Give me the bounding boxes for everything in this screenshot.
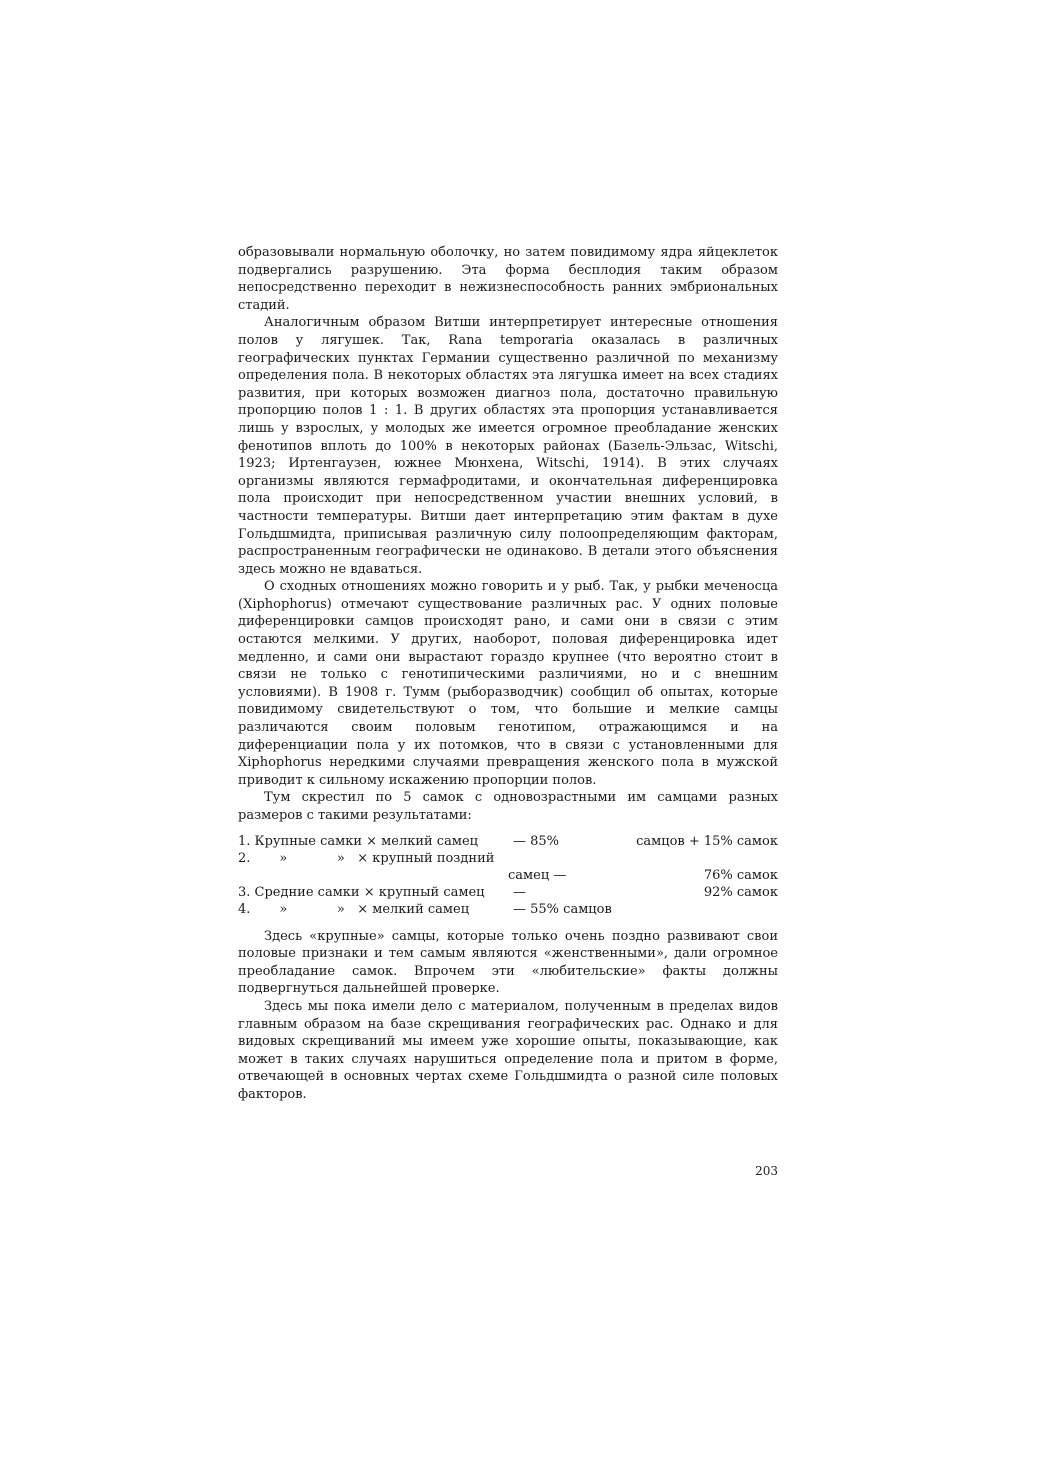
results-row [238,901,778,918]
results-row-label: 3. Средние самки × крупный самец [238,884,485,900]
paragraph: Тум скрестил по 5 самок с одновозрастными им самцами разных размеров с такими результатами: [238,790,778,823]
results-row-mid: — [513,884,526,900]
results-table [238,833,778,918]
paragraph: образовывали нормальную оболочку, но затем повидимому ядра яйцеклеток подвергались разрушению. Эта форма бесплодия таким образом непосредственно переходит в нежизнеспособность ранних эмбриональных стадий. [238,245,778,313]
results-row [238,850,778,867]
page-number: 203 [755,1164,778,1178]
results-row [238,867,778,884]
page-body [238,244,778,1104]
results-row-sub: самец — [508,867,567,883]
paragraph: Здесь «крупные» самцы, которые только очень поздно развивают свои половые признаки и тем самым являются «женственными», дали огромное преобладание самок. Впрочем эти «любительские» факты должны подвергнуться дальнейшей проверке. [238,928,778,997]
paragraph: Здесь мы пока имели дело с материалом, полученным в пределах видов главным образом на базе скрещивания географических рас. Однако и для видовых скрещиваний мы имеем уже хорошие опыты, показывающие, как может в таких случаях нарушиться определение пола и притом в форме, отвечающей в основных чертах схеме Гольдшмидта о разной силе половых факторов. [238,998,778,1102]
results-row-right: самцов + 15% самок [636,833,778,849]
results-row-mid: — 85% [513,833,560,849]
results-row [238,833,778,850]
results-row-label: 2. » » × крупный поздний [238,850,495,866]
results-row-label: 1. Крупные самки × мелкий самец [238,833,479,849]
results-row-right: 92% самок [703,884,778,900]
results-row-label: 4. » » × мелкий самец [238,901,470,917]
results-row-right: 76% самок [703,867,778,883]
results-row-mid: — 55% самцов [513,901,612,917]
results-row [238,884,778,901]
paragraph: О сходных отношениях можно говорить и у рыб. Так, у рыбки меченосца (Xiphophorus) отмечают существование различных рас. У одних половые диференцировки самцов происходят рано, и сами они в связи с этим остаются мелкими. У других, наоборот, половая диференцировка идет медленно, и сами они вырастают гораздо крупнее (что вероятно стоит в связи не только с генотипическими различиями, но и с внешним условиями). В 1908 г. Тумм (рыборазводчик) сообщил об опытах, которые повидимому свидетельствуют о том, что большие и мелкие самцы различаются своим половым генотипом, отражающимся и на диференциации пола у их потомков, что в связи с установленными для Xiphophorus нередкими случаями превращения женского пола в мужской приводит к сильному искажению пропорции полов. [238,579,778,788]
paragraph: Аналогичным образом Витши интерпретирует интересные отношения полов у лягушек. Так, Rana temporaria оказалась в различных географических пунктах Германии существенно различной по механизму определения пола. В некоторых областях эта лягушка имеет на всех стадиях развития, при которых возможен диагноз пола, достаточно правильную пропорцию полов 1 : 1. В других областях эта пропорция устанавливается лишь у взрослых, у молодых же имеется огромное преобладание женских фенотипов вплоть до 100% в некоторых районах (Базель-Эльзас, Witschi, 1923; Иртенгаузен, южнее Мюнхена, Witschi, 1914). В этих случаях организмы являются гермафродитами, и окончательная диференцировка пола происходит при непосредственном участии внешних условий, в частности температуры. Витши дает интерпретацию этим фактам в духе Гольдшмидта, приписывая различную силу полоопределяющим факторам, распространенным географически не одинаково. В детали этого объяснения здесь можно не вдаваться. [238,315,778,577]
